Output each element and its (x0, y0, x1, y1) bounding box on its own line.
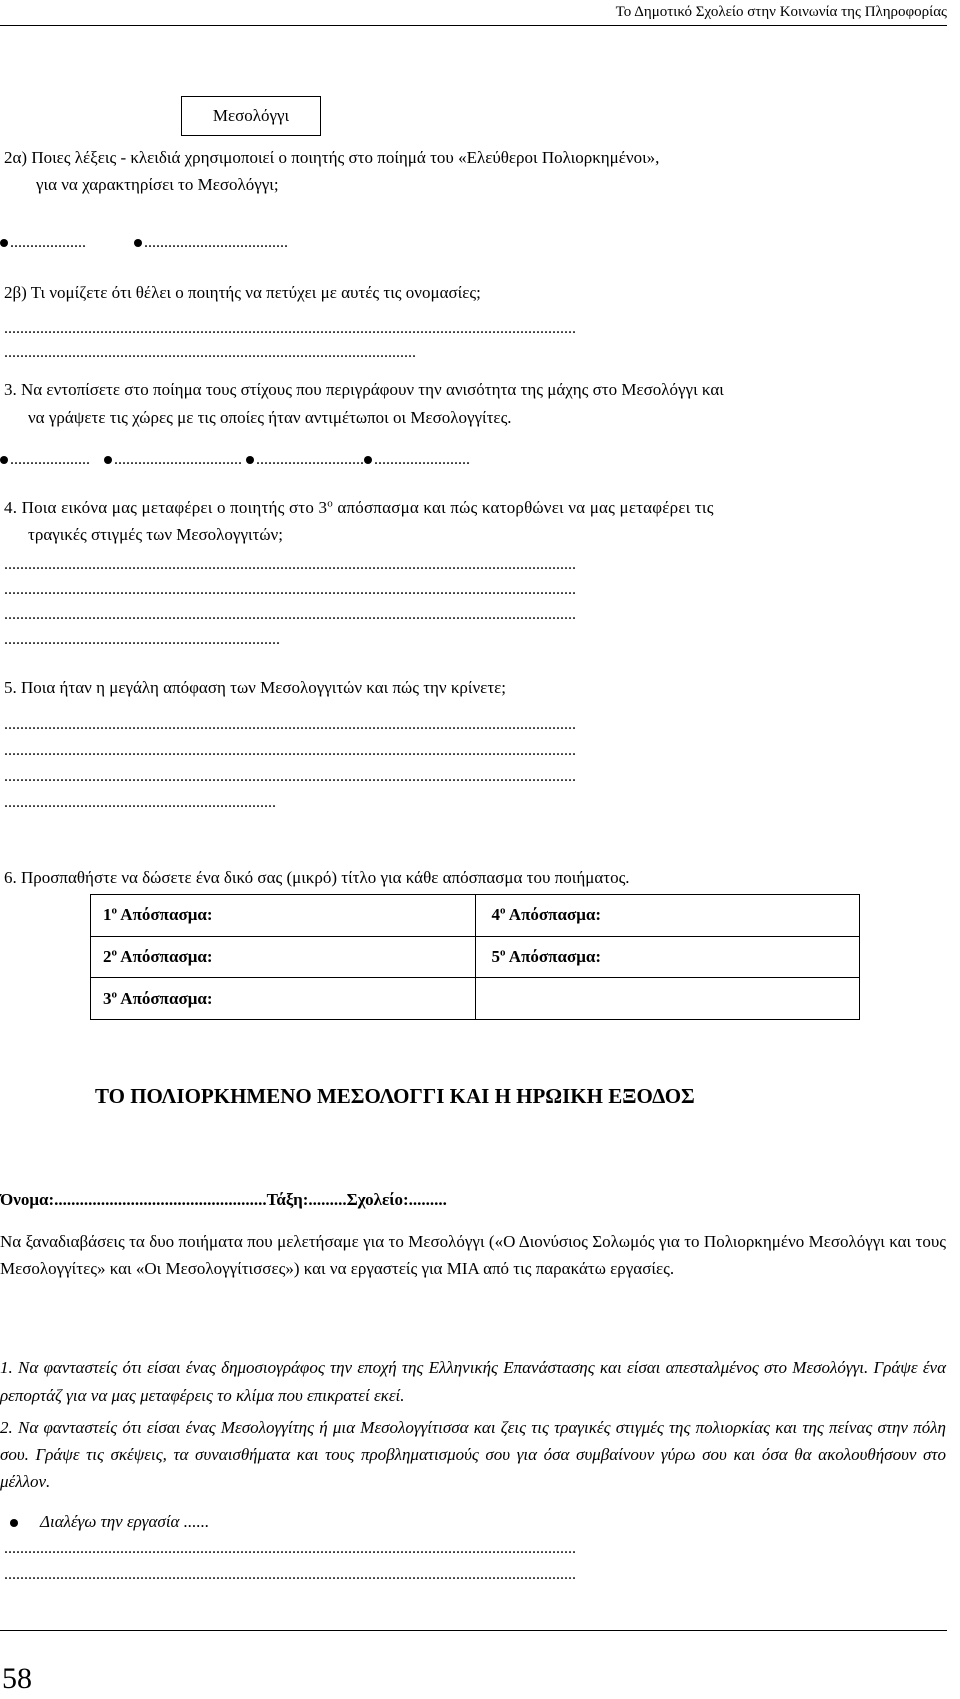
mesolongi-box-label: Μεσολόγγι (212, 106, 290, 125)
q4-answer-line[interactable]: ..................................................................... (4, 631, 280, 648)
task-choice-label: Διαλέγω την εργασία ...... (40, 1512, 210, 1531)
q2b-answer-line[interactable]: ....................................................................................................... (4, 344, 416, 361)
question-3-line2: να γράψετε τις χώρες με τις οποίες ήταν αντιμέτωποι οι Μεσολογγίτες. (28, 408, 512, 427)
bullet-icon (246, 456, 254, 464)
footer-rule (0, 1630, 947, 1631)
question-4-line2: τραγικές στιγμές των Μεσολογγιτών; (28, 525, 283, 544)
question-2a-line2: για να χαρακτηρίσει το Μεσολόγγι; (36, 175, 279, 194)
question-4-line1 (4, 498, 714, 518)
q4-sup: ο (327, 497, 333, 510)
bullet-icon (104, 456, 112, 464)
bullet-icon (0, 456, 8, 464)
q3-blank-4[interactable]: ........................ (374, 451, 470, 468)
question-5: 5. Ποια ήταν η μεγάλη απόφαση των Μεσολογγιτών και πώς την κρίνετε; (4, 678, 507, 697)
bullet-icon (0, 239, 8, 247)
bullet-icon (10, 1519, 18, 1527)
question-3-line1: 3. Να εντοπίσετε στο ποίημα τους στίχους που περιγράφουν την ανισότητα της μάχης στο Μεσολόγγι και (4, 380, 724, 399)
bullet-icon (134, 239, 142, 247)
bullet-icon (364, 456, 372, 464)
title-cell-5[interactable]: $5^o$ Απόσπασμα: (475, 936, 860, 978)
question-2a-line1: 2α) Ποιες λέξεις - κλειδιά χρησιμοποιεί ο ποιητής στο ποίημά του «Ελεύθεροι Πολιορκημένοι», (4, 148, 660, 167)
q3-answer-blanks (0, 450, 470, 469)
task-2: 2. Να φανταστείς ότι είσαι ένας Μεσολογγίτης ή μια Μεσολογγίτισσα και ζεις τις τραγικές στιγμές της πολιορκίας και της πείνας στην πόλη σου. Γράψε τις σκέψεις, τα συναισθήματα και τους προβληματισμούς σου για όσα συμβαίνουν γύρω σου και όσα θα ακολουθήσουν στο μέλλον. (0, 1418, 946, 1491)
titles-table (90, 894, 860, 1020)
title-cell-empty (475, 978, 860, 1020)
q4-prefix: 4. Ποια εικόνα μας μεταφέρει ο ποιητής στο 3 (4, 498, 328, 517)
q2b-answer-line[interactable]: ............................................................................................................................................... (4, 320, 576, 337)
q5-answer-line[interactable]: ............................................................................................................................................... (4, 742, 576, 759)
title-cell-1[interactable]: $1^o$ Απόσπασμα: (91, 895, 476, 937)
q4-suffix: απόσπασμα και πώς κατορθώνει να μας μεταφέρει τις (332, 498, 714, 517)
q2a-answer-blanks (0, 233, 288, 252)
question-6: 6. Προσπαθήστε να δώσετε ένα δικό σας (μικρό) τίτλο για κάθε απόσπασμα του ποιήματος. (4, 868, 630, 887)
task-1: 1. Να φανταστείς ότι είσαι ένας δημοσιογράφος την εποχή της Ελληνικής Επανάστασης και είσαι απεσταλμένος στο Μεσολόγγι. Γράψε ένα ρεπορτάζ για να μας μεταφέρεις το κλίμα που επικρατεί εκεί. (0, 1358, 946, 1405)
q2a-blank-1[interactable]: ................... (10, 234, 86, 251)
task-choice[interactable] (10, 1512, 209, 1532)
question-2b: 2β) Τι νομίζετε ότι θέλει ο ποιητής να πετύχει με αυτές τις ονομασίες; (4, 283, 481, 302)
final-answer-line[interactable]: ............................................................................................................................................... (4, 1540, 576, 1557)
header-rule (0, 25, 947, 26)
q5-answer-line[interactable]: .................................................................... (4, 794, 276, 811)
title-cell-3[interactable]: $3^o$ Απόσπασμα: (91, 978, 476, 1020)
q3-blank-2[interactable]: ................................ (114, 451, 242, 468)
title-cell-2[interactable]: $2^o$ Απόσπασμα: (91, 936, 476, 978)
mesolongi-box (181, 96, 321, 136)
q3-blank-1[interactable]: .................... (10, 451, 90, 468)
q5-answer-line[interactable]: ............................................................................................................................................... (4, 716, 576, 733)
q4-answer-line[interactable]: ............................................................................................................................................... (4, 606, 576, 623)
q2a-blank-2[interactable]: .................................... (144, 234, 288, 251)
student-info-line[interactable]: Όνομα:..................................................Τάξη:.........Σχολείο:......... (0, 1190, 447, 1209)
q4-answer-line[interactable]: ............................................................................................................................................... (4, 581, 576, 598)
intro-paragraph: Να ξαναδιαβάσεις τα δυο ποιήματα που μελετήσαμε για το Μεσολόγγι («Ο Διονύσιος Σολωμός για το Πολιορκημένο Μεσολόγγι και τους Μεσολογγίτες» και «Οι Μεσολογγίτισσες») και να εργαστείς για ΜΙΑ από τις παρακάτω εργασίες. (0, 1232, 946, 1278)
q3-blank-3[interactable]: ........................... (256, 451, 364, 468)
final-answer-line[interactable]: ............................................................................................................................................... (4, 1566, 576, 1583)
section-title: ΤΟ ΠΟΛΙΟΡΚΗΜΕΝΟ ΜΕΣΟΛΟΓΓΙ ΚΑΙ Η ΗΡΩΙΚΗ ΕΞΟΔΟΣ (95, 1084, 695, 1108)
q5-answer-line[interactable]: ............................................................................................................................................... (4, 768, 576, 785)
running-header: Το Δημοτικό Σχολείο στην Κοινωνία της Πληροφορίας (615, 4, 947, 20)
page-number: 58 (2, 1662, 32, 1695)
q4-answer-line[interactable]: ............................................................................................................................................... (4, 556, 576, 573)
title-cell-4[interactable]: $4^o$ Απόσπασμα: (475, 895, 860, 937)
